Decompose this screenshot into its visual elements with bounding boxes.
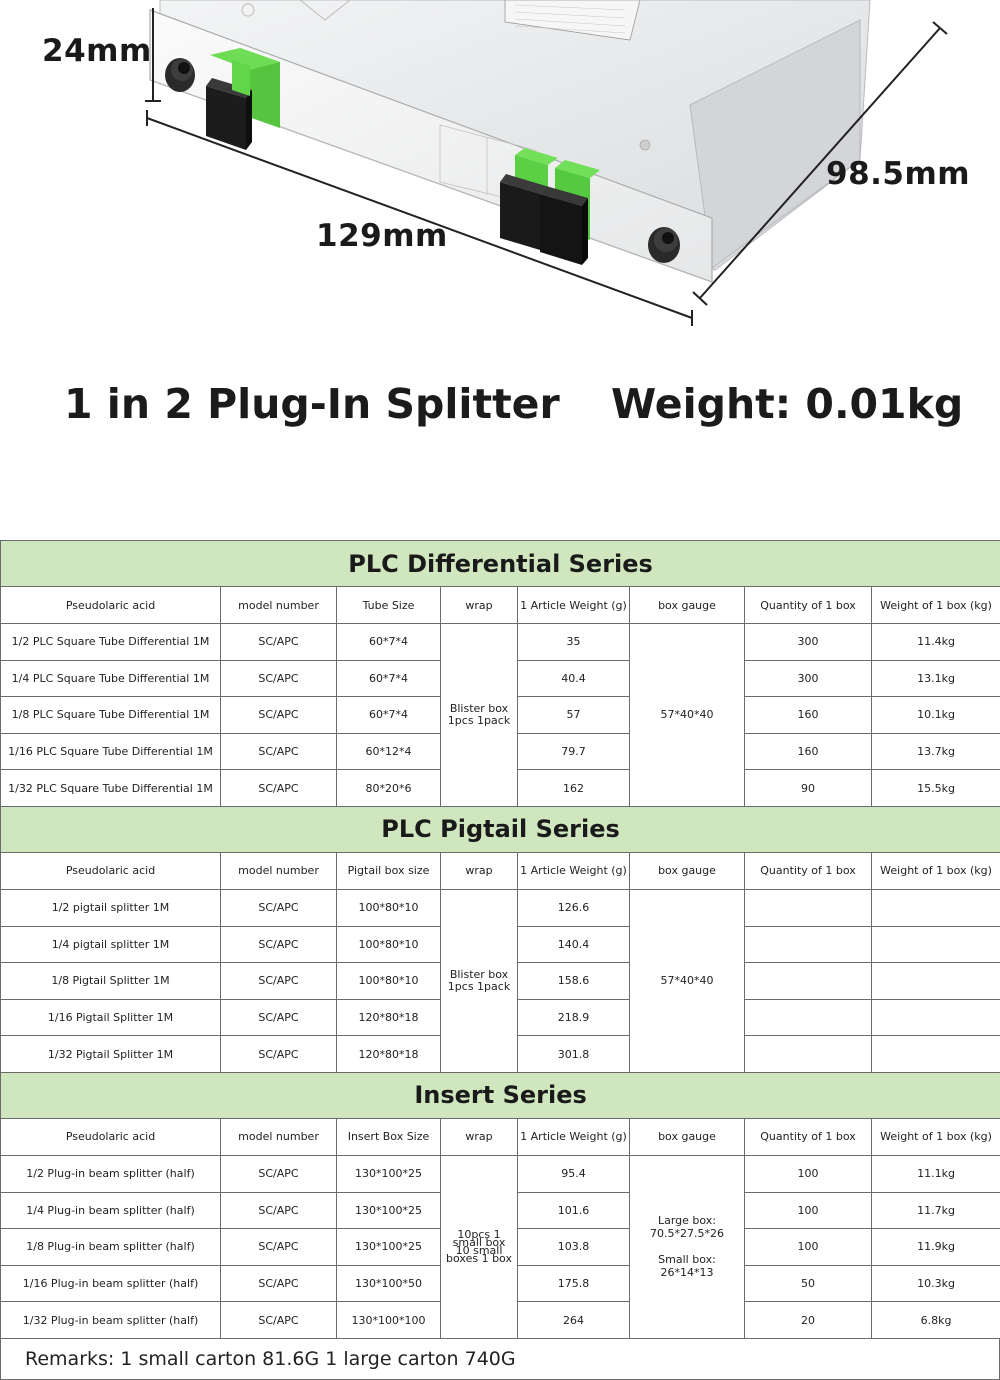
spec-table-body <box>1 541 1000 1339</box>
quantity-cell <box>745 889 872 926</box>
box-weight-cell: 13.1kg <box>872 660 1000 697</box>
column-header: wrap <box>441 1118 518 1155</box>
series-title-row <box>1 541 1000 587</box>
column-header: Quantity of 1 box <box>745 587 872 624</box>
column-header: Pseudolaric acid <box>1 587 221 624</box>
column-header: Pigtail box size <box>337 852 441 889</box>
article-weight-cell: 140.4 <box>518 926 630 963</box>
spec-tables <box>0 540 1000 1339</box>
box-size-cell: 80*20*6 <box>337 770 441 807</box>
column-header: Quantity of 1 box <box>745 1118 872 1155</box>
product-weight: Weight: 0.01kg <box>611 380 964 428</box>
article-weight-cell: 126.6 <box>518 889 630 926</box>
column-header: Pseudolaric acid <box>1 1118 221 1155</box>
column-header: wrap <box>441 852 518 889</box>
wrap-cell: Blister box 1pcs 1pack <box>441 624 518 807</box>
box-weight-cell <box>872 1036 1000 1073</box>
wrap-cell: Blister box 1pcs 1pack <box>441 889 518 1072</box>
model-number-cell: SC/APC <box>221 1302 337 1339</box>
article-weight-cell: 40.4 <box>518 660 630 697</box>
box-weight-cell <box>872 963 1000 1000</box>
box-weight-cell: 11.9kg <box>872 1229 1000 1266</box>
column-header: wrap <box>441 587 518 624</box>
column-header: model number <box>221 587 337 624</box>
model-number-cell: SC/APC <box>221 963 337 1000</box>
box-size-cell: 60*7*4 <box>337 660 441 697</box>
model-number-cell: SC/APC <box>221 1265 337 1302</box>
column-header: Insert Box Size <box>337 1118 441 1155</box>
depth-dimension-label: 98.5mm <box>826 156 971 192</box>
article-weight-cell: 218.9 <box>518 999 630 1036</box>
column-header: model number <box>221 852 337 889</box>
model-number-cell: SC/APC <box>221 889 337 926</box>
height-dimension-label: 24mm <box>42 33 152 69</box>
box-size-cell: 130*100*25 <box>337 1155 441 1192</box>
box-weight-cell <box>872 926 1000 963</box>
quantity-cell: 160 <box>745 697 872 734</box>
box-weight-cell: 10.3kg <box>872 1265 1000 1302</box>
column-header: Quantity of 1 box <box>745 852 872 889</box>
article-weight-cell: 79.7 <box>518 733 630 770</box>
quantity-cell: 90 <box>745 770 872 807</box>
box-weight-cell <box>872 999 1000 1036</box>
model-number-cell: SC/APC <box>221 926 337 963</box>
article-weight-cell: 95.4 <box>518 1155 630 1192</box>
box-gauge-cell: Large box: 70.5*27.5*26 Small box: 26*14*13 <box>630 1155 745 1338</box>
product-illustration <box>0 0 1000 340</box>
remarks: Remarks: 1 small carton 81.6G 1 large carton 740G <box>0 1339 1000 1380</box>
box-weight-cell: 10.1kg <box>872 697 1000 734</box>
box-size-cell: 130*100*25 <box>337 1229 441 1266</box>
quantity-cell: 300 <box>745 624 872 661</box>
box-gauge-cell: 57*40*40 <box>630 624 745 807</box>
product-name-cell: 1/32 PLC Square Tube Differential 1M <box>1 770 221 807</box>
wrap-cell: 10pcs 1 small box 10 small boxes 1 box <box>441 1155 518 1338</box>
box-weight-cell: 15.5kg <box>872 770 1000 807</box>
model-number-cell: SC/APC <box>221 733 337 770</box>
quantity-cell: 20 <box>745 1302 872 1339</box>
model-number-cell: SC/APC <box>221 1036 337 1073</box>
box-size-cell: 60*7*4 <box>337 697 441 734</box>
table-header-row <box>1 587 1000 624</box>
box-weight-cell: 6.8kg <box>872 1302 1000 1339</box>
product-name-cell: 1/2 pigtail splitter 1M <box>1 889 221 926</box>
product-name-cell: 1/4 Plug-in beam splitter (half) <box>1 1192 221 1229</box>
model-number-cell: SC/APC <box>221 770 337 807</box>
left-screw <box>165 58 195 92</box>
article-weight-cell: 103.8 <box>518 1229 630 1266</box>
column-header: 1 Article Weight (g) <box>518 587 630 624</box>
table-header-row <box>1 1118 1000 1155</box>
quantity-cell <box>745 963 872 1000</box>
article-weight-cell: 158.6 <box>518 963 630 1000</box>
product-name-cell: 1/2 Plug-in beam splitter (half) <box>1 1155 221 1192</box>
box-size-cell: 100*80*10 <box>337 926 441 963</box>
product-name-cell: 1/32 Pigtail Splitter 1M <box>1 1036 221 1073</box>
box-size-cell: 130*100*50 <box>337 1265 441 1302</box>
box-weight-cell: 11.1kg <box>872 1155 1000 1192</box>
product-name: 1 in 2 Plug-In Splitter <box>64 380 560 428</box>
quantity-cell: 160 <box>745 733 872 770</box>
model-number-cell: SC/APC <box>221 1155 337 1192</box>
article-weight-cell: 301.8 <box>518 1036 630 1073</box>
model-number-cell: SC/APC <box>221 1192 337 1229</box>
series-title: PLC Differential Series <box>1 541 1000 587</box>
model-number-cell: SC/APC <box>221 697 337 734</box>
product-name-cell: 1/8 PLC Square Tube Differential 1M <box>1 697 221 734</box>
column-header: Weight of 1 box (kg) <box>872 852 1000 889</box>
series-title: Insert Series <box>1 1072 1000 1118</box>
product-name-cell: 1/8 Pigtail Splitter 1M <box>1 963 221 1000</box>
article-weight-cell: 175.8 <box>518 1265 630 1302</box>
column-header: Tube Size <box>337 587 441 624</box>
product-name-cell: 1/4 pigtail splitter 1M <box>1 926 221 963</box>
product-name-cell: 1/32 Plug-in beam splitter (half) <box>1 1302 221 1339</box>
quantity-cell: 100 <box>745 1229 872 1266</box>
product-name-cell: 1/4 PLC Square Tube Differential 1M <box>1 660 221 697</box>
box-gauge-cell: 57*40*40 <box>630 889 745 1072</box>
table-row <box>1 889 1000 926</box>
box-size-cell: 60*12*4 <box>337 733 441 770</box>
column-header: 1 Article Weight (g) <box>518 852 630 889</box>
table-header-row <box>1 852 1000 889</box>
column-header: box gauge <box>630 587 745 624</box>
column-header: model number <box>221 1118 337 1155</box>
box-weight-cell: 11.7kg <box>872 1192 1000 1229</box>
model-number-cell: SC/APC <box>221 660 337 697</box>
box-size-cell: 130*100*25 <box>337 1192 441 1229</box>
box-size-cell: 100*80*10 <box>337 963 441 1000</box>
model-number-cell: SC/APC <box>221 999 337 1036</box>
column-header: Pseudolaric acid <box>1 852 221 889</box>
box-size-cell: 60*7*4 <box>337 624 441 661</box>
series-title-row <box>1 806 1000 852</box>
column-header: box gauge <box>630 1118 745 1155</box>
quantity-cell: 50 <box>745 1265 872 1302</box>
table-row <box>1 624 1000 661</box>
box-size-cell: 130*100*100 <box>337 1302 441 1339</box>
article-weight-cell: 264 <box>518 1302 630 1339</box>
product-name-cell: 1/16 Plug-in beam splitter (half) <box>1 1265 221 1302</box>
quantity-cell: 300 <box>745 660 872 697</box>
box-weight-cell <box>872 889 1000 926</box>
spec-table <box>0 540 1000 1339</box>
product-name-cell: 1/16 Pigtail Splitter 1M <box>1 999 221 1036</box>
box-weight-cell: 11.4kg <box>872 624 1000 661</box>
model-number-cell: SC/APC <box>221 1229 337 1266</box>
series-title: PLC Pigtail Series <box>1 806 1000 852</box>
box-size-cell: 120*80*18 <box>337 999 441 1036</box>
quantity-cell <box>745 999 872 1036</box>
quantity-cell <box>745 926 872 963</box>
length-dimension-label: 129mm <box>316 218 448 254</box>
article-weight-cell: 35 <box>518 624 630 661</box>
table-row <box>1 1155 1000 1192</box>
column-header: box gauge <box>630 852 745 889</box>
quantity-cell <box>745 1036 872 1073</box>
product-name-cell: 1/8 Plug-in beam splitter (half) <box>1 1229 221 1266</box>
quantity-cell: 100 <box>745 1155 872 1192</box>
series-title-row <box>1 1072 1000 1118</box>
article-weight-cell: 162 <box>518 770 630 807</box>
box-weight-cell: 13.7kg <box>872 733 1000 770</box>
model-number-cell: SC/APC <box>221 624 337 661</box>
product-name-cell: 1/16 PLC Square Tube Differential 1M <box>1 733 221 770</box>
product-name-cell: 1/2 PLC Square Tube Differential 1M <box>1 624 221 661</box>
right-screw <box>648 227 680 263</box>
column-header: 1 Article Weight (g) <box>518 1118 630 1155</box>
article-weight-cell: 101.6 <box>518 1192 630 1229</box>
column-header: Weight of 1 box (kg) <box>872 587 1000 624</box>
box-size-cell: 100*80*10 <box>337 889 441 926</box>
column-header: Weight of 1 box (kg) <box>872 1118 1000 1155</box>
box-size-cell: 120*80*18 <box>337 1036 441 1073</box>
quantity-cell: 100 <box>745 1192 872 1229</box>
article-weight-cell: 57 <box>518 697 630 734</box>
